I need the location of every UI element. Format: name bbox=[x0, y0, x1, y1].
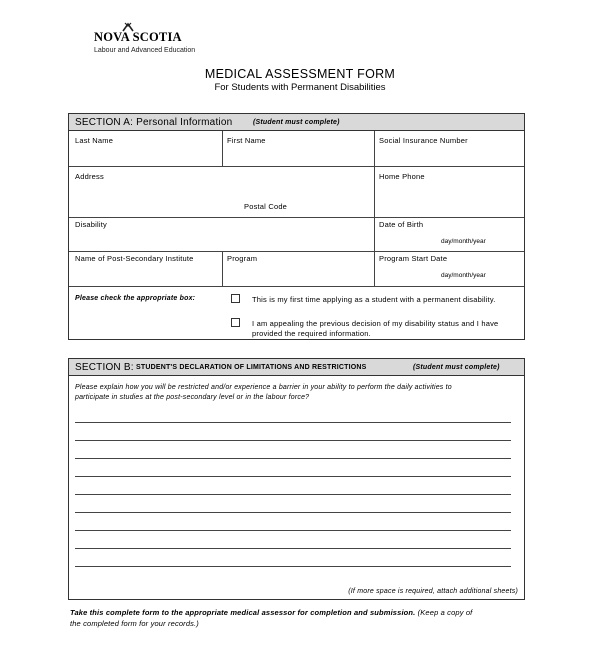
footer-instruction bbox=[70, 608, 472, 617]
section-b-prompt-line2: participate in studies at the post-secondary level or in the labour force? bbox=[75, 394, 310, 401]
dob-format-hint: day/month/year bbox=[441, 238, 486, 245]
section-b bbox=[68, 358, 525, 600]
program-field[interactable]: Program bbox=[227, 254, 258, 263]
row-divider bbox=[69, 166, 524, 167]
answer-line[interactable] bbox=[75, 476, 511, 477]
appeal-option-label-cont: provided the required information. bbox=[252, 329, 371, 338]
answer-line[interactable] bbox=[75, 512, 511, 513]
first-time-option-label: This is my first time applying as a student with a permanent disability. bbox=[252, 295, 496, 304]
section-b-header bbox=[69, 359, 524, 376]
section-a-heading: SECTION A: Personal Information bbox=[75, 117, 233, 128]
org-name: NOVA SCOTIA bbox=[94, 30, 182, 44]
section-b-heading: SECTION B: bbox=[75, 362, 134, 373]
appeal-option-label: I am appealing the previous decision of my disability status and I have bbox=[252, 319, 499, 328]
first-name-field[interactable]: First Name bbox=[227, 136, 266, 145]
appeal-checkbox[interactable] bbox=[231, 318, 240, 327]
section-b-prompt-line1: Please explain how you will be restricted and/or experience a barrier in your ability to perform the daily activities to bbox=[75, 384, 452, 391]
postal-code-field[interactable]: Postal Code bbox=[244, 202, 288, 211]
disability-field[interactable]: Disability bbox=[75, 220, 108, 229]
check-prompt: Please check the appropriate box: bbox=[75, 295, 196, 302]
form-title: MEDICAL ASSESSMENT FORM bbox=[204, 67, 396, 81]
section-a-header bbox=[69, 114, 524, 131]
answer-line[interactable] bbox=[75, 548, 511, 549]
form-subtitle: For Students with Permanent Disabilities bbox=[214, 82, 386, 93]
answer-line[interactable] bbox=[75, 458, 511, 459]
sin-field[interactable]: Social Insurance Number bbox=[379, 136, 468, 145]
row-divider bbox=[69, 217, 524, 218]
footer-instruction-bold: Take this complete form to the appropriate medical assessor for completion and submission. bbox=[70, 608, 416, 617]
row-divider bbox=[69, 251, 524, 252]
col-divider bbox=[222, 251, 223, 286]
section-a-note: (Student must complete) bbox=[253, 119, 340, 126]
answer-line[interactable] bbox=[75, 440, 511, 441]
answer-line[interactable] bbox=[75, 422, 511, 423]
org-department: Labour and Advanced Education bbox=[94, 47, 196, 54]
answer-line[interactable] bbox=[75, 530, 511, 531]
section-b-note: (Student must complete) bbox=[413, 364, 500, 371]
answer-line[interactable] bbox=[75, 566, 511, 567]
dob-field[interactable]: Date of Birth bbox=[379, 220, 424, 229]
section-a bbox=[68, 113, 525, 340]
answer-line[interactable] bbox=[75, 494, 511, 495]
program-start-field[interactable]: Program Start Date bbox=[379, 254, 448, 263]
address-field[interactable]: Address bbox=[75, 172, 104, 181]
col-divider bbox=[374, 131, 375, 286]
more-space-note: (If more space is required, attach additional sheets) bbox=[348, 588, 518, 595]
first-time-checkbox[interactable] bbox=[231, 294, 240, 303]
footer-instruction-tail: (Keep a copy of bbox=[415, 608, 473, 617]
section-b-heading-title: STUDENT'S DECLARATION OF LIMITATIONS AND RESTRICTIONS bbox=[136, 364, 367, 371]
row-divider bbox=[69, 286, 524, 287]
program-start-format-hint: day/month/year bbox=[441, 272, 486, 279]
footer-instruction-line2: the completed form for your records.) bbox=[70, 619, 199, 628]
institute-field[interactable]: Name of Post-Secondary Institute bbox=[75, 254, 194, 263]
home-phone-field[interactable]: Home Phone bbox=[379, 172, 425, 181]
col-divider bbox=[222, 131, 223, 166]
last-name-field[interactable]: Last Name bbox=[75, 136, 114, 145]
